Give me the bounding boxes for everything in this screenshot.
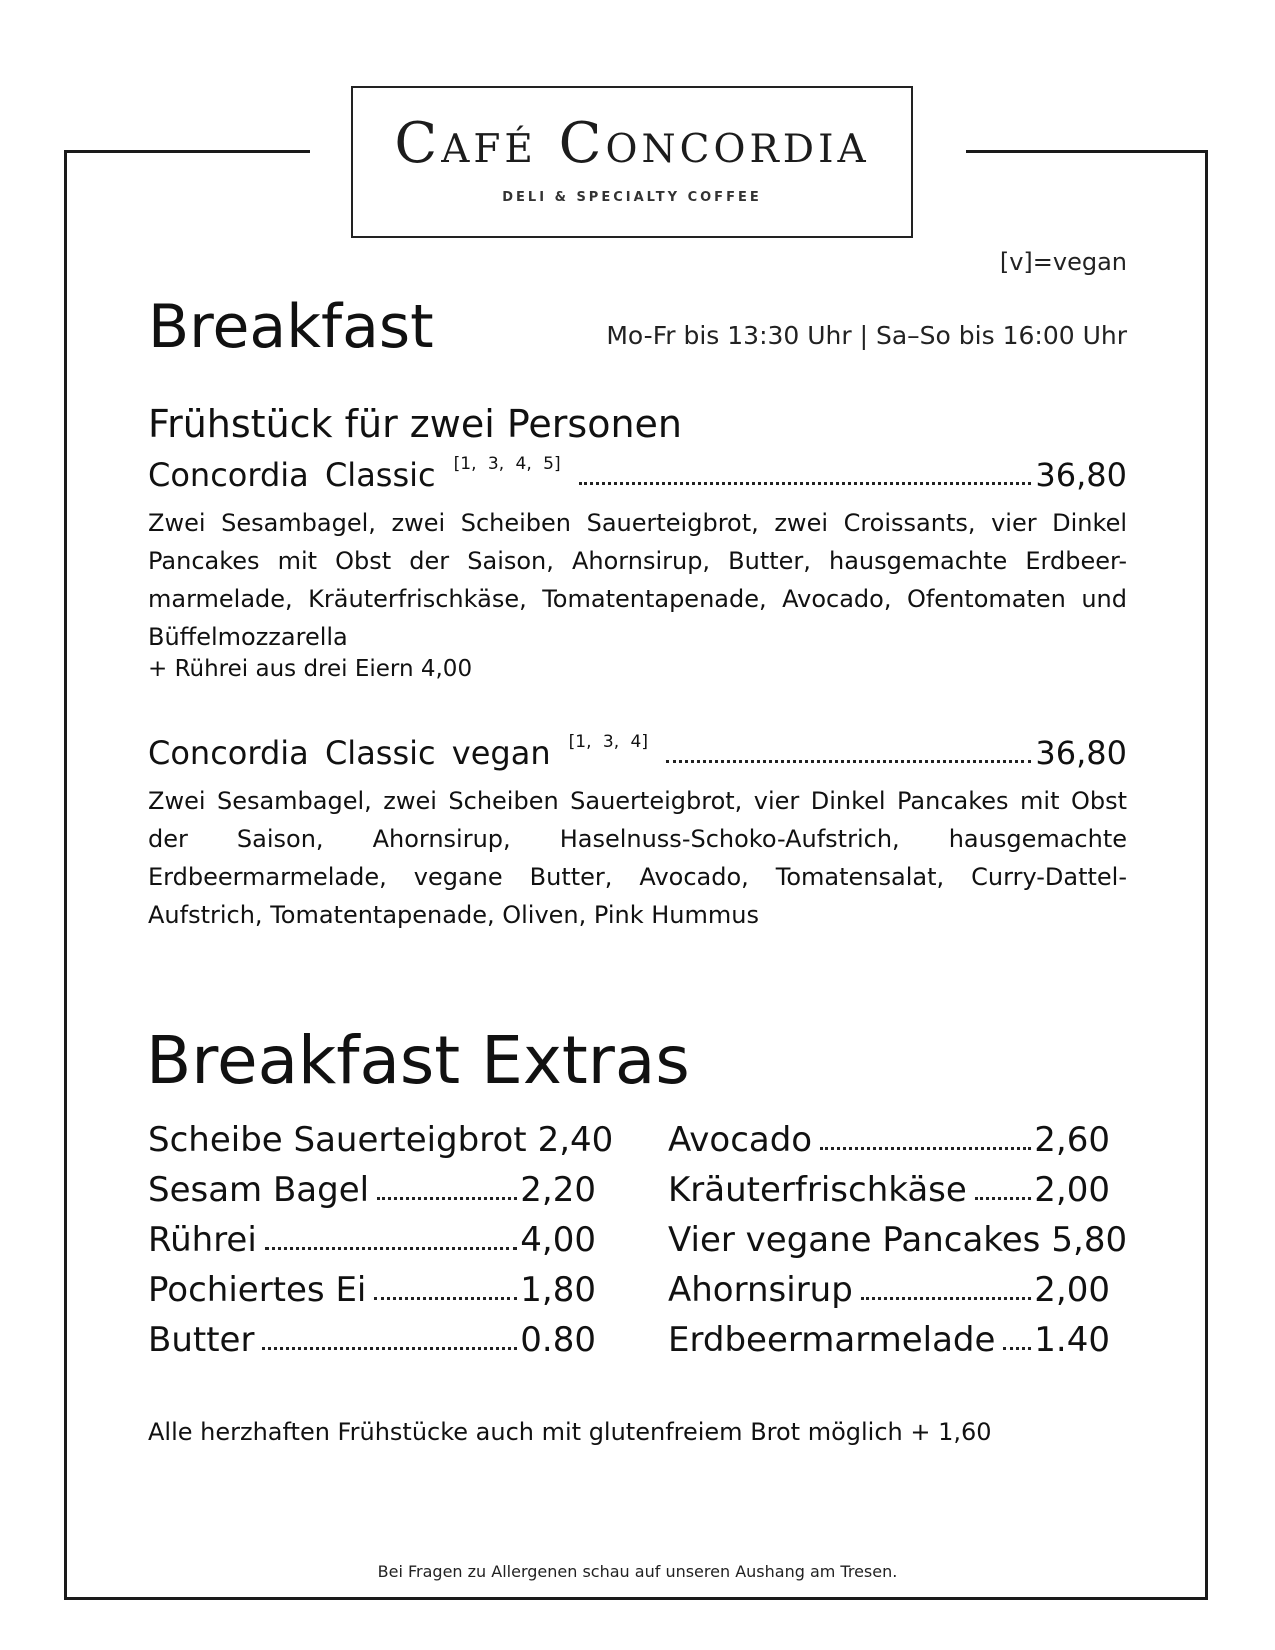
extras-right-column — [668, 1110, 1128, 1360]
extras-price: 2,20 — [520, 1170, 596, 1210]
extras-item — [148, 1310, 596, 1360]
extras-item — [668, 1310, 1110, 1360]
item-price: 36,80 — [1035, 456, 1127, 494]
extras-title: Breakfast Extras — [146, 1022, 690, 1099]
menu-item — [148, 456, 1127, 494]
dot-leader — [1003, 1347, 1031, 1350]
extras-price: 4,00 — [520, 1220, 596, 1260]
extras-name: Scheibe Sauerteigbrot — [148, 1120, 527, 1160]
extras-price: 2,40 — [537, 1120, 614, 1160]
item-description: Zwei Sesambagel, zwei Scheiben Sauerteigbrot, zwei Croissants, vier Dinkel Pancakes mit Obst der Saison, Ahornsirup, Butter, hausgemachte Erdbeer-marmelade, Kräuterfrischkäse, Tomatentapenade, Avocado, Ofentomaten und Büffelmozzarella — [148, 509, 1127, 651]
dot-leader — [861, 1297, 1031, 1300]
extras-price: 5,80 — [1051, 1220, 1128, 1260]
dot-leader — [265, 1247, 518, 1250]
extras-item — [148, 1110, 614, 1160]
logo-tagline: DELI & SPECIALTY COFFEE — [502, 190, 762, 205]
extras-name: Sesam Bagel — [148, 1170, 370, 1210]
logo-name: Café Concordia — [394, 111, 870, 176]
gluten-free-note: Alle herzhaften Frühstücke auch mit glutenfreiem Brot möglich + 1,60 — [148, 1418, 992, 1446]
breakfast-hours: Mo-Fr bis 13:30 Uhr | Sa–So bis 16:00 Uhr — [606, 321, 1127, 350]
dot-leader — [374, 1297, 517, 1300]
dot-leader — [262, 1347, 517, 1350]
vegan-legend: [v]=vegan — [999, 248, 1127, 276]
extras-item — [148, 1210, 596, 1260]
extras-item — [148, 1160, 596, 1210]
extras-item — [668, 1160, 1110, 1210]
extras-price: 0.80 — [520, 1320, 596, 1360]
extras-item — [668, 1260, 1110, 1310]
extras-price: 2,00 — [1034, 1170, 1110, 1210]
dot-leader — [666, 760, 1031, 763]
extras-name: Vier vegane Pancakes — [668, 1220, 1041, 1260]
breakfast-subtitle: Frühstück für zwei Personen — [148, 402, 683, 446]
extras-name: Kräuterfrischkäse — [668, 1170, 967, 1210]
extras-name: Ahornsirup — [668, 1270, 853, 1310]
menu-item — [148, 734, 1127, 772]
extras-name: Erdbeermarmelade — [668, 1320, 996, 1360]
item-description: Zwei Sesambagel, zwei Scheiben Sauerteigbrot, vier Dinkel Pancakes mit Obst der Saison, Ahornsirup, Haselnuss-Schoko-Aufstrich, hausgemachte Erdbeermarmelade, vegane Butter, Avocado, Tomatensalat, Curry-Dattel-Aufstrich, Tomatentapenade, Oliven, Pink Hummus — [148, 787, 1127, 929]
dot-leader — [579, 482, 1032, 485]
allergen-footer: Bei Fragen zu Allergenen schau auf unseren Aushang am Tresen. — [377, 1562, 898, 1581]
extras-item — [668, 1110, 1110, 1160]
extras-price: 1.40 — [1034, 1320, 1110, 1360]
extras-item — [668, 1210, 1128, 1260]
dot-leader — [975, 1197, 1032, 1200]
extras-name: Avocado — [668, 1120, 813, 1160]
item-allergens: [1, 3, 4] — [568, 732, 648, 752]
extras-price: 2,00 — [1034, 1270, 1110, 1310]
extras-name: Rührei — [148, 1220, 257, 1260]
extras-name: Pochiertes Ei — [148, 1270, 367, 1310]
extras-price: 2,60 — [1034, 1120, 1110, 1160]
extras-left-column — [148, 1110, 614, 1360]
item-allergens: [1, 3, 4, 5] — [453, 454, 561, 474]
dot-leader — [377, 1197, 517, 1200]
cafe-logo — [351, 86, 913, 238]
extras-name: Butter — [148, 1320, 255, 1360]
extras-price: 1,80 — [520, 1270, 596, 1310]
item-name: Concordia Classic vegan — [148, 734, 551, 772]
dot-leader — [820, 1147, 1031, 1150]
item-price: 36,80 — [1035, 734, 1127, 772]
item-name: Concordia Classic — [148, 456, 436, 494]
breakfast-title: Breakfast — [148, 292, 434, 362]
extras-item — [148, 1260, 596, 1310]
item-addon: + Rührei aus drei Eiern 4,00 — [148, 656, 473, 682]
